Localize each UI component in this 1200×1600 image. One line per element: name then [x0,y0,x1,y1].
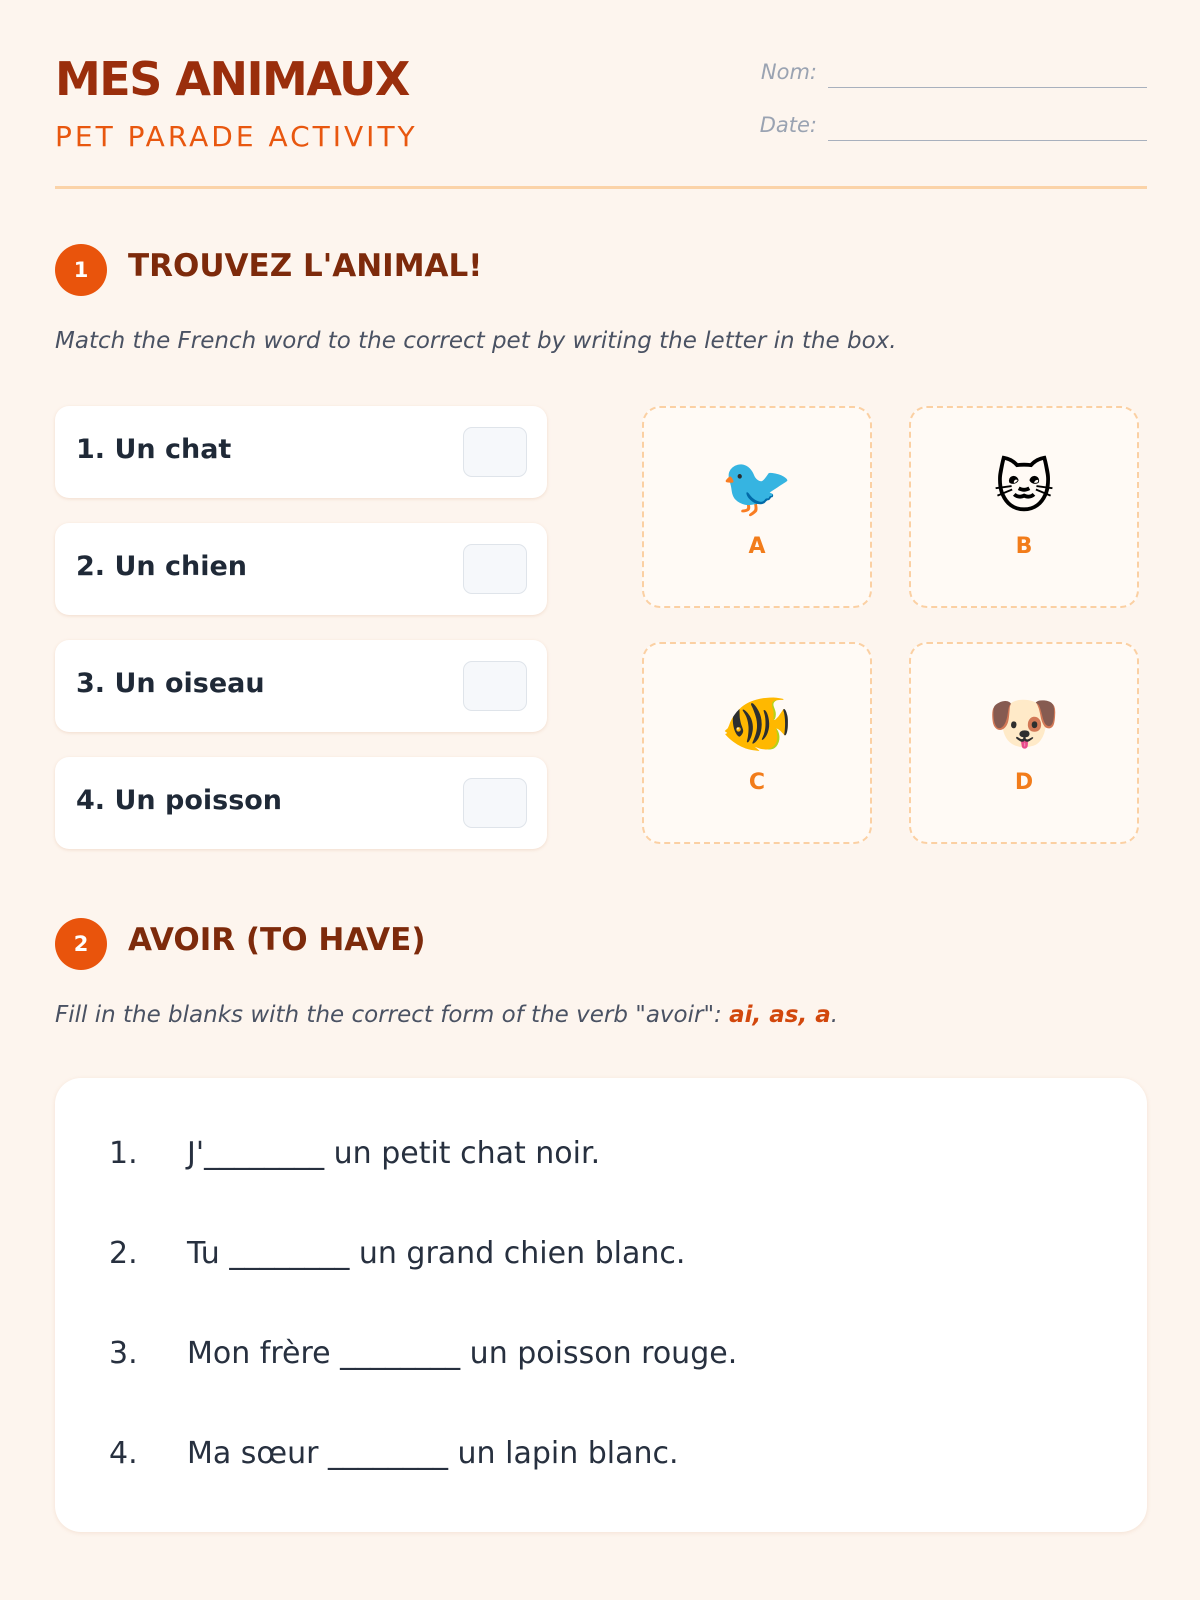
answer-box[interactable] [463,778,527,828]
section-1-instruction: Match the French word to the correct pet by writing the letter in the box. [55,328,897,354]
name-row [755,58,1147,88]
sentence-text[interactable]: Mon frère ________ un poisson rouge. [187,1336,738,1371]
sentence-row [109,1236,1109,1276]
cat-icon: 🐱 [993,453,1055,521]
word-label: 1. Un chat [76,434,232,465]
section-2-title: AVOIR (TO HAVE) [128,922,426,958]
sentence-number: 4. [109,1436,138,1471]
name-field[interactable] [828,87,1147,88]
word-card-oiseau [55,640,547,732]
section-1-number-badge: 1 [55,244,107,296]
word-card-chien [55,523,547,615]
sentence-number: 3. [109,1336,138,1371]
section-2-heading [55,918,855,970]
pet-card-b [909,406,1139,608]
word-card-poisson [55,757,547,849]
instruction-end: . [830,1002,839,1028]
section-2-number-badge: 2 [55,918,107,970]
pet-card-d [909,642,1139,844]
pet-letter: D [1014,770,1034,795]
word-label: 3. Un oiseau [76,668,265,699]
word-label: 2. Un chien [76,551,248,582]
page-title: MES ANIMAUX [55,52,409,106]
sentence-row [109,1436,1109,1476]
sentence-number: 2. [109,1236,138,1271]
pet-card-a [642,406,872,608]
answer-box[interactable] [463,544,527,594]
section-1-heading [55,244,855,296]
header-divider [55,186,1147,189]
date-field[interactable] [828,140,1147,141]
word-label: 4. Un poisson [76,785,283,816]
sentence-row [109,1336,1109,1376]
dog-icon: 🐶 [987,689,1061,757]
section-1-title: TROUVEZ L'ANIMAL! [128,248,483,284]
section-2-instruction [55,1002,838,1028]
fish-icon: 🐠 [720,689,794,757]
answer-box[interactable] [463,427,527,477]
sentence-text[interactable]: Ma sœur ________ un lapin blanc. [187,1436,679,1471]
date-row [755,111,1147,141]
page-subtitle: PET PARADE ACTIVITY [55,120,418,153]
word-card-chat [55,406,547,498]
name-label: Nom: [760,60,817,84]
pet-card-c [642,642,872,844]
sentence-number: 1. [109,1136,138,1171]
instruction-text: Fill in the blanks with the correct form of the verb "avoir": [55,1002,730,1028]
worksheet-page [55,0,1147,1600]
fill-in-blanks-card [55,1078,1147,1532]
verb-forms: ai, as, a [729,1002,831,1028]
pet-letter: C [748,770,766,795]
pet-letter: A [748,534,766,559]
sentence-row [109,1136,1109,1176]
sentence-text[interactable]: J'________ un petit chat noir. [187,1136,601,1171]
bird-icon: 🐦 [720,453,794,521]
sentence-text[interactable]: Tu ________ un grand chien blanc. [187,1236,686,1271]
pet-letter: B [1015,534,1033,559]
date-label: Date: [759,113,817,137]
answer-box[interactable] [463,661,527,711]
